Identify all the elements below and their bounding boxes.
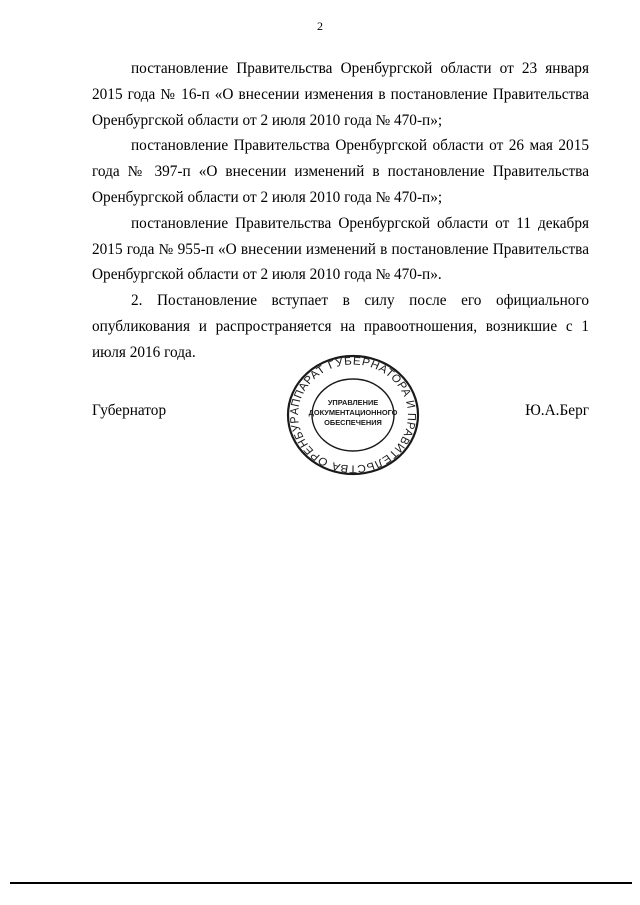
paragraph-resolution-955p: постановление Правительства Оренбургской области от 11 декабря 2015 года № 955-п «О внесении изменений в постановление Правительства Оренбургской области от 2 июля 2010 года № 470-п». bbox=[92, 214, 589, 284]
seal-center-line-1: УПРАВЛЕНИЕ bbox=[327, 398, 379, 407]
paragraph-resolution-16p: постановление Правительства Оренбургской области от 23 января 2015 года № 16-п «О внесении изменения в постановление Правительства Оренбургской области от 2 июля 2010 года № 470-п»; bbox=[92, 60, 589, 129]
page-number: 2 bbox=[317, 19, 323, 33]
seal-center-line-3: ОБЕСПЕЧЕНИЯ bbox=[324, 418, 382, 427]
official-seal-stamp bbox=[283, 352, 423, 478]
seal-icon bbox=[283, 352, 423, 478]
paragraph-resolution-397p: постановление Правительства Оренбургской области от 26 мая 2015 года № 397-п «О внесении изменений в постановление Правительства Оренбургской области от 2 июля 2010 года № 470-п»; bbox=[92, 137, 589, 206]
seal-center-line-2: ДОКУМЕНТАЦИОННОГО bbox=[308, 408, 398, 417]
signer-name: Ю.А.Берг bbox=[525, 402, 589, 419]
footer-divider bbox=[10, 882, 632, 884]
paragraph-effective-date: 2. Постановление вступает в силу после его официального опубликования и распространяется на правоотношения, возникшие с 1 июля 2016 года. bbox=[92, 292, 589, 361]
seal-ring-text: АППАРАТ ГУБЕРНАТОРА И ПРАВИТЕЛЬСТВА ОРЕНБУР bbox=[288, 355, 418, 475]
document-body bbox=[92, 56, 589, 366]
signer-title: Губернатор bbox=[92, 402, 167, 419]
